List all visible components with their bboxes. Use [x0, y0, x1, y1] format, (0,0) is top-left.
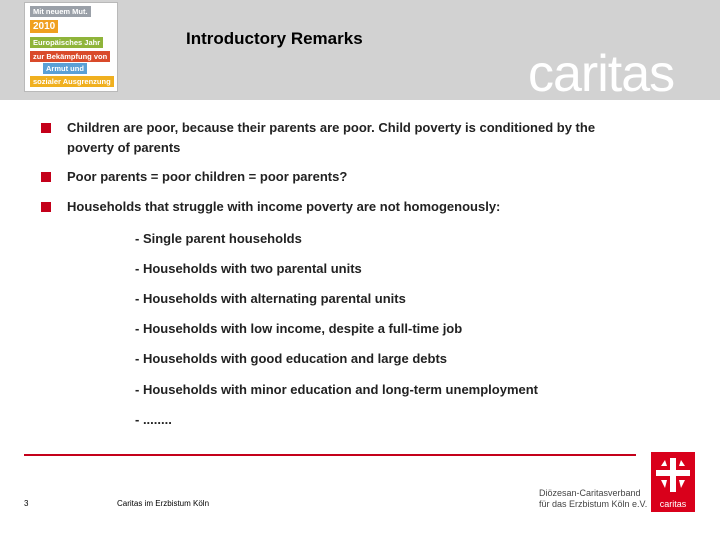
list-item: - Households with minor education and long-term unemployment — [135, 382, 539, 397]
caritas-logo-label: caritas — [659, 499, 687, 509]
list-item: - Households with alternating parental units — [135, 291, 406, 306]
list-item: - ........ — [135, 412, 172, 427]
dicv-line: für das Erzbistum Köln e.V. — [539, 499, 648, 509]
list-item: - Households with two parental units — [135, 261, 362, 276]
bullet-text — [67, 118, 595, 158]
logo-line: 2010 — [30, 20, 58, 33]
bullet-line: Children are poor, because their parents are poor. Child poverty is conditioned by the — [67, 120, 596, 135]
caritas-flame-cross-icon — [651, 454, 695, 500]
logo-line: zur Bekämpfung von — [30, 51, 110, 62]
logo-line: Armut und — [43, 63, 87, 74]
slide-title: Introductory Remarks — [186, 29, 363, 48]
bullet-text: Poor parents = poor children = poor parents? — [67, 169, 348, 184]
page-number: 3 — [24, 499, 29, 508]
bullet-square-icon — [41, 172, 51, 182]
bullet-line: poverty of parents — [67, 140, 181, 155]
caritas-cross-logo — [651, 452, 695, 512]
logo-line: Mit neuem Mut. — [30, 6, 91, 17]
caritas-wordmark: caritas — [528, 45, 675, 103]
list-item: - Households with low income, despite a full-time job — [135, 321, 463, 336]
bullet-text: Households that struggle with income poverty are not homogenously: — [67, 199, 501, 214]
logo-line: sozialer Ausgrenzung — [30, 76, 114, 87]
footer-divider — [24, 454, 636, 456]
bullet-square-icon — [41, 123, 51, 133]
dicv-line: Diözesan-Caritasverband — [539, 488, 641, 498]
list-item: - Single parent households — [135, 231, 302, 246]
footer-organization: Caritas im Erzbistum Köln — [117, 499, 210, 508]
european-year-2010-logo — [24, 2, 118, 92]
list-item: - Households with good education and large debts — [135, 351, 448, 366]
bullet-square-icon — [41, 202, 51, 212]
dicv-wordmark — [539, 488, 647, 510]
logo-line: Europäisches Jahr — [30, 37, 103, 48]
